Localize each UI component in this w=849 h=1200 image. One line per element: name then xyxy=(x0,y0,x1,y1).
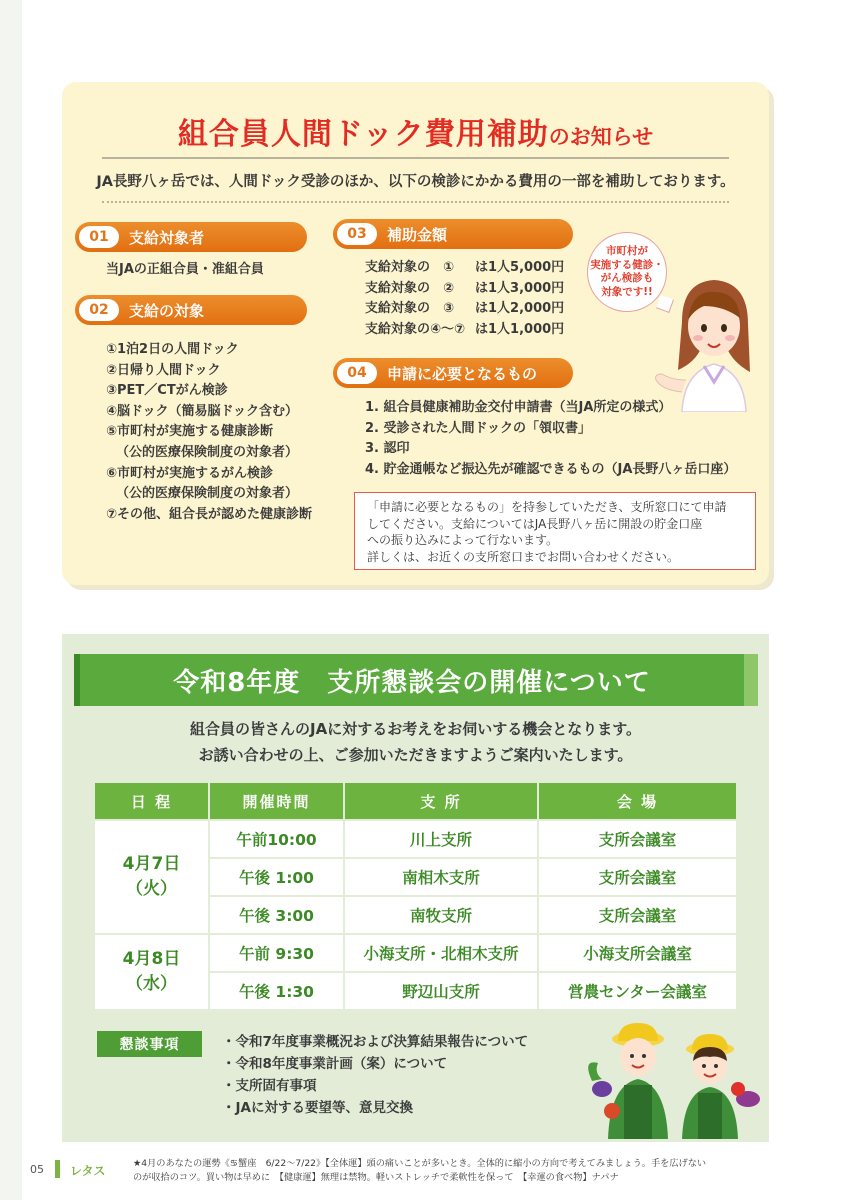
section-03-heading xyxy=(333,219,573,249)
application-note: 「申請に必要となるもの」を持参していただき、支所窓口にて申請 してください。支給についてはJA長野八ヶ岳に開設の貯金口座 への振り込みによって行ないます。 詳しくは、お近くの支所窓口までお問い合わせください。 xyxy=(354,492,756,570)
notice-title-main: 組合員人間ドック費用補助 xyxy=(177,117,549,152)
notice-title-suffix: のお知らせ xyxy=(548,125,654,149)
section-label: 支給対象者 xyxy=(129,228,205,247)
topic-item: ・JAに対する要望等、意見交換 xyxy=(222,1100,413,1116)
divider xyxy=(102,157,729,159)
section-label: 補助金額 xyxy=(387,225,448,244)
table-cell-branch: 南牧支所 xyxy=(345,897,537,933)
list-item: ⑥市町村が実施するがん検診 xyxy=(106,465,274,481)
section-label: 支給の対象 xyxy=(129,301,205,320)
list-item: 1. 組合員健康補助金交付申請書（当JA所定の様式） xyxy=(365,400,672,415)
amount-row: 支給対象の④〜⑦ は1人1,000円 xyxy=(365,321,565,337)
table-cell-venue: 小海支所会議室 xyxy=(539,935,736,971)
subsidy-targets-list xyxy=(106,340,312,525)
table-cell-branch: 小海支所・北相木支所 xyxy=(345,935,537,971)
nurse-illustration xyxy=(652,262,772,412)
table-cell-branch: 南相木支所 xyxy=(345,859,537,895)
section-04-heading xyxy=(333,358,573,388)
table-cell-venue: 支所会議室 xyxy=(539,859,736,895)
notice-intro: JA長野八ヶ岳では、人間ドック受診のほか、以下の検診にかかる費用の一部を補助しております。 xyxy=(96,174,735,190)
list-item: ②日帰り人間ドック xyxy=(106,362,221,378)
list-item: 4. 貯金通帳など振込先が確認できるもの（JA長野八ヶ岳口座） xyxy=(365,461,737,477)
table-cell-time: 午後 1:00 xyxy=(210,859,343,895)
list-item: ③PET／CTがん検診 xyxy=(106,383,228,399)
list-item: （公的医療保険制度の対象者） xyxy=(116,486,299,502)
table-cell-time: 午前10:00 xyxy=(210,821,343,857)
list-item: 3. 認印 xyxy=(365,441,410,457)
list-item: ⑤市町村が実施する健康診断 xyxy=(106,424,274,440)
list-item: （公的医療保険制度の対象者） xyxy=(116,444,299,460)
table-cell-venue: 支所会議室 xyxy=(539,897,736,933)
column-header-venue: 会 場 xyxy=(539,783,736,819)
section-number: 01 xyxy=(79,226,119,248)
list-item: 2. 受診された人間ドックの「領収書」 xyxy=(365,420,591,436)
amount-row: 支給対象の ③ は1人2,000円 xyxy=(365,301,565,317)
page-number: 05 xyxy=(30,1163,44,1176)
page-marker-bar xyxy=(55,1160,60,1178)
eligible-members-text: 当JAの正組合員・准組合員 xyxy=(106,262,264,277)
table-cell-time: 午後 1:30 xyxy=(210,973,343,1009)
column-header-date: 日 程 xyxy=(95,783,208,819)
table-cell-time: 午後 3:00 xyxy=(210,897,343,933)
table-cell-branch: 野辺山支所 xyxy=(345,973,537,1009)
table-cell-time: 午前 9:30 xyxy=(210,935,343,971)
topic-item: ・支所固有事項 xyxy=(222,1078,317,1094)
column-header-time: 開催時間 xyxy=(210,783,343,819)
notice-title xyxy=(62,109,769,153)
table-cell-venue: 支所会議室 xyxy=(539,821,736,857)
divider xyxy=(102,201,729,203)
amount-row: 支給対象の ② は1人3,000円 xyxy=(365,280,565,296)
speech-bubble: 市町村が 実施する健診・ がん検診も 対象です!! xyxy=(587,232,667,312)
amount-row: 支給対象の ① は1人5,000円 xyxy=(365,260,565,275)
topic-item: ・令和8年度事業計画（案）について xyxy=(222,1056,448,1072)
section-02-heading xyxy=(75,295,307,325)
branch-meeting-notice xyxy=(62,634,769,1142)
meeting-title: 令和8年度 支所懇談会の開催について xyxy=(74,654,758,706)
meeting-intro-line: お誘い合わせの上、ご参加いただきますようご案内いたします。 xyxy=(198,746,633,764)
section-label: 申請に必要となるもの xyxy=(387,364,538,383)
list-item: ⑦その他、組合長が認めた健康診断 xyxy=(106,506,313,522)
column-header-branch: 支 所 xyxy=(345,783,537,819)
health-checkup-notice xyxy=(62,82,769,585)
schedule-date-cell: 4月8日 （水） xyxy=(95,935,208,1009)
list-item: ④脳ドック（簡易脳ドック含む） xyxy=(106,403,298,419)
section-number: 02 xyxy=(79,299,119,321)
schedule-date-cell: 4月7日 （火） xyxy=(95,821,208,933)
section-number: 04 xyxy=(337,362,377,384)
horoscope-text: ★4月のあなたの運勢《♋蟹座 6/22〜7/22》【全体運】頭の痛いことが多いとき。全体的に縮小の方向で考えてみましょう。手を広げない のが収拾のコツ。買い物は早めに 【健康運】無理は禁物。軽いストレッチで柔軟性を保って 【幸運の食べ物】ナパナ xyxy=(133,1158,707,1183)
section-number: 03 xyxy=(337,223,377,245)
magazine-name: レタス xyxy=(70,1164,106,1178)
topic-item: ・令和7年度事業概況および決算結果報告について xyxy=(222,1034,529,1050)
subsidy-amounts xyxy=(365,258,564,340)
list-item: ①1泊2日の人間ドック xyxy=(106,342,239,357)
section-01-heading xyxy=(75,222,307,252)
page-left-band xyxy=(0,0,22,1200)
meeting-intro-line: 組合員の皆さんのJAに対するお考えをお伺いする機会となります。 xyxy=(190,720,641,738)
farmers-illustration xyxy=(572,1019,762,1139)
table-cell-branch: 川上支所 xyxy=(345,821,537,857)
topics-label: 懇談事項 xyxy=(97,1031,202,1057)
table-cell-venue: 営農センター会議室 xyxy=(539,973,736,1009)
